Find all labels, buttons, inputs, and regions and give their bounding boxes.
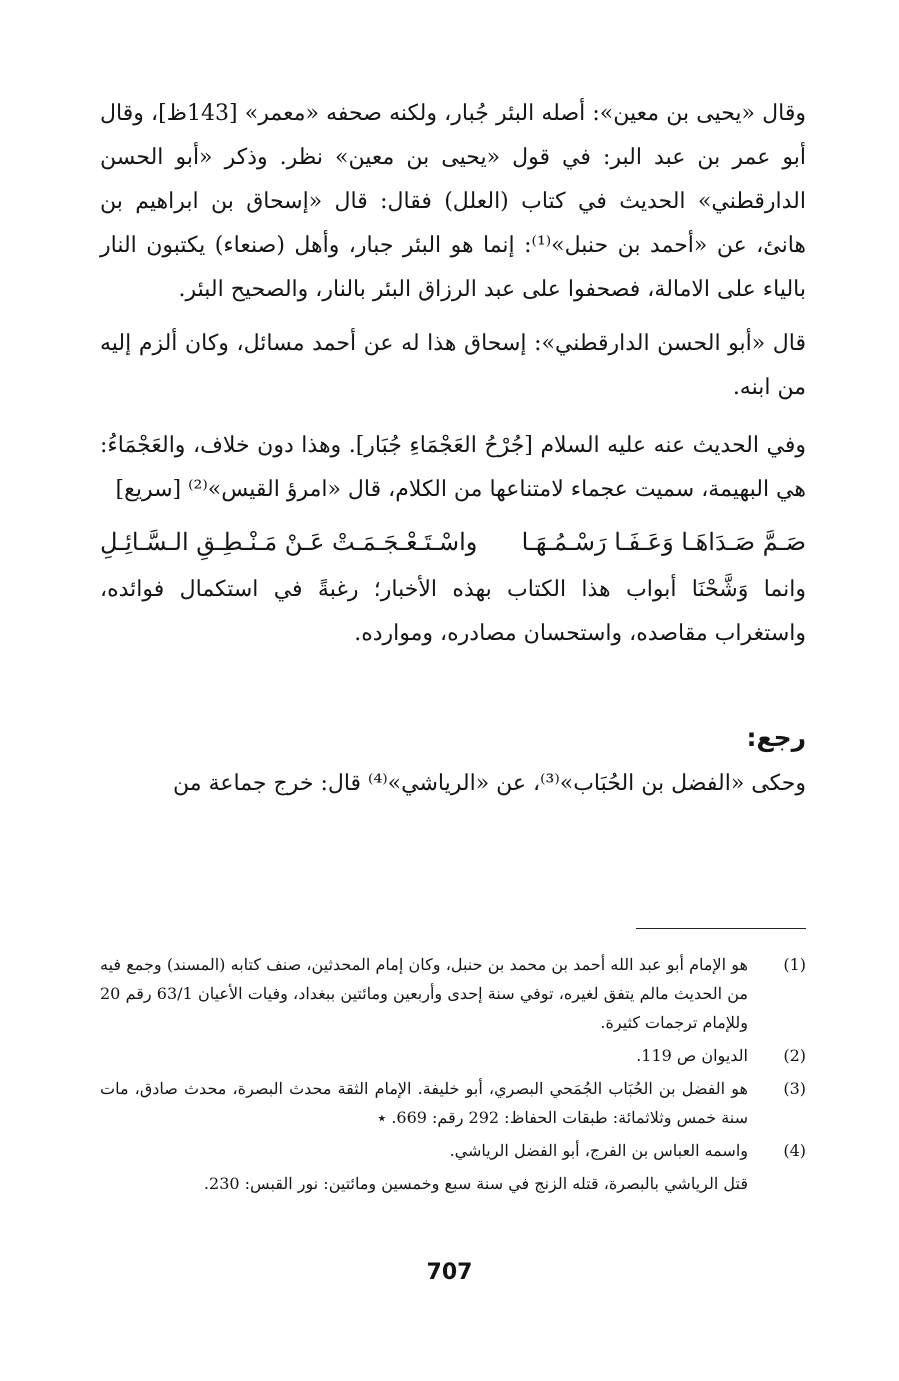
verse-second-hemistich: واسْـتَـعْـجَـمَـتْ عَـنْ مَـنْـطِـقِ الـسَّـائِـلِ <box>100 528 478 556</box>
footnote-item <box>100 1136 806 1165</box>
verse-first-hemistich: صَـمَّ صَـدَاهَـا وَعَـفَـا رَسْـمُـهَـا <box>521 528 806 556</box>
footnote-text: الديوان ص 119. <box>636 1046 748 1065</box>
poem-verse <box>100 518 806 566</box>
page-body <box>100 92 807 1193</box>
footnote-text: واسمه العباس بن الفرج، أبو الفضل الرياشي. <box>449 1141 748 1160</box>
footnote-item <box>100 950 806 1037</box>
footnotes <box>100 950 806 1198</box>
footnote-item <box>100 1041 806 1070</box>
paragraph-4: وانما وَشَّحْنَا أبواب هذا الكتاب بهذه الأخبار؛ رغبةً في استكمال فوائده، واستغراب مقاصده، واستحسان مصادره، وموارده. <box>100 577 806 646</box>
paragraph-1: وقال «يحيى بن معين»: أصله البئر جُبار، ولكنه صحفه «معمر» [143ظ]، وقال أبو عمر بن عبد البر: في قول «يحيى بن معين» نظر. وذكر «أبو الحسن الدارقطني» الحديث في كتاب (العلل) فقال: قال «إسحاق بن ابراهيم بن هانئ، عن «أحمد بن حنبل»⁽¹⁾: إنما هو البئر جبار، وأهل (صنعاء) يكتبون النار بالياء على الامالة، فصحفوا على عبد الرزاق البئر بالنار، والصحيح البئر. <box>100 101 807 302</box>
footnote-number: (4) <box>783 1141 806 1160</box>
section-heading: رجع: <box>746 723 806 752</box>
footnote-continuation: قتل الرياشي بالبصرة، قتله الزنج في سنة سبع وخمسين ومائتين: نور القبس: 230. <box>203 1174 748 1193</box>
footnote-divider <box>636 928 806 929</box>
footnote-text: هو الفضل بن الحُبَاب الجُمَحي البصري، أبو خليفة. الإمام الثقة محدث البصرة، محدث صادق، مات سنة خمس وثلاثمائة: طبقات الحفاظ: 292 رقم: 669. ٭ <box>100 1079 748 1127</box>
paragraph-2: قال «أبو الحسن الدارقطني»: إسحاق هذا له عن أحمد مسائل، وكان ألزم إليه من ابنه. <box>100 331 806 400</box>
page-number: 707 <box>426 1260 473 1285</box>
footnote-number: (3) <box>783 1079 806 1098</box>
footnote-item <box>100 1074 806 1132</box>
paragraph-5: وحكى «الفضل بن الحُبَاب»⁽³⁾، عن «الرياشي»⁽⁴⁾ قال: خرج جماعة من <box>173 771 806 796</box>
paragraph-3: وفي الحديث عنه عليه السلام [جُرْحُ العَجْمَاءِ جُبَار]. وهذا دون خلاف، والعَجْمَاءُ: هي البهيمة، سميت عجماء لامتناعها من الكلام، قال «امرؤ القيس»⁽²⁾ [سريع] <box>100 433 807 502</box>
footnote-text: هو الإمام أبو عبد الله أحمد بن محمد بن حنبل، وكان إمام المحدثين، صنف كتابه (المسند) وجمع فيه من الحديث مالم يتفق لغيره، توفي سنة إحدى وأربعين ومائتين ببغداد، وفيات الأعيان 63/1 رقم 20 وللإمام ترجمات كثيرة. <box>100 955 748 1032</box>
footnote-number: (1) <box>783 955 806 974</box>
footnote-number: (2) <box>783 1046 806 1065</box>
